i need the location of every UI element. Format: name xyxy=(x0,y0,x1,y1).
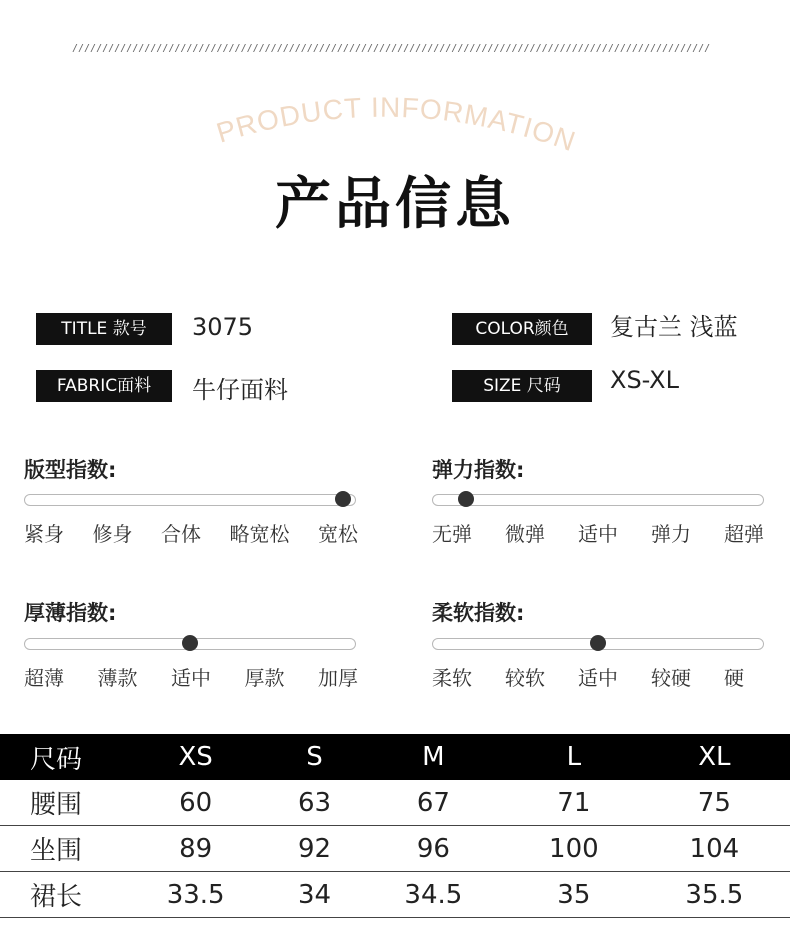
table-cell: 33.5 xyxy=(120,872,271,918)
softness-index-title: 柔软指数: xyxy=(432,601,525,625)
softness-option: 适中 xyxy=(578,666,618,690)
fit-index-options xyxy=(24,518,358,547)
table-cell: 75 xyxy=(639,780,790,826)
table-cell: 34 xyxy=(271,872,357,918)
page-title: 产品信息 xyxy=(275,172,515,237)
table-cell: 104 xyxy=(639,826,790,872)
table-row xyxy=(0,872,790,918)
table-cell: 92 xyxy=(271,826,357,872)
size-value: XS-XL xyxy=(610,366,679,394)
table-cell: 67 xyxy=(358,780,509,826)
color-label: COLOR颜色 xyxy=(452,313,592,345)
table-cell: 腰围 xyxy=(0,780,120,826)
stretch-index-slider xyxy=(432,494,764,506)
thickness-index-knob xyxy=(182,635,198,651)
fit-option: 宽松 xyxy=(318,522,358,546)
size-chart-header-cell: 尺码 xyxy=(0,734,120,780)
size-label: SIZE 尺码 xyxy=(452,370,592,402)
stretch-option: 微弹 xyxy=(505,522,545,546)
title-value: 3075 xyxy=(192,313,254,341)
stretch-option: 弹力 xyxy=(651,522,691,546)
fit-option: 合体 xyxy=(161,522,201,546)
table-cell: 71 xyxy=(509,780,639,826)
fit-option: 略宽松 xyxy=(229,522,290,546)
table-cell: 34.5 xyxy=(358,872,509,918)
size-chart-header-row xyxy=(0,734,790,780)
thickness-index-title: 厚薄指数: xyxy=(24,601,117,625)
stretch-index-options xyxy=(432,518,764,547)
fit-index-slider xyxy=(24,494,356,506)
thickness-option: 适中 xyxy=(171,666,211,690)
table-row xyxy=(0,780,790,826)
table-cell: 裙长 xyxy=(0,872,120,918)
thickness-index-slider xyxy=(24,638,356,650)
softness-option: 较软 xyxy=(505,666,545,690)
size-chart-header-cell: L xyxy=(509,734,639,780)
softness-index-options xyxy=(432,662,744,691)
table-cell: 35 xyxy=(509,872,639,918)
table-cell: 60 xyxy=(120,780,271,826)
thickness-option: 厚款 xyxy=(244,666,285,690)
title-label: TITLE 款号 xyxy=(36,313,172,345)
table-cell: 96 xyxy=(358,826,509,872)
thickness-index-options xyxy=(24,662,358,691)
softness-option: 硬 xyxy=(724,666,744,690)
table-cell: 100 xyxy=(509,826,639,872)
thickness-option: 薄款 xyxy=(97,666,138,690)
stretch-option: 超弹 xyxy=(724,522,764,546)
size-chart-header-cell: XL xyxy=(639,734,790,780)
softness-option: 较硬 xyxy=(651,666,691,690)
stretch-option: 无弹 xyxy=(432,522,472,546)
svg-text:PRODUCT INFORMATION xyxy=(213,92,580,158)
decorative-divider: ////////////////////////////////////////////////////////////////////////////////////////////////////////// xyxy=(72,44,711,54)
stretch-option: 适中 xyxy=(578,522,618,546)
english-subtitle xyxy=(210,85,590,165)
size-chart-table xyxy=(0,734,790,918)
fit-index-title: 版型指数: xyxy=(24,458,117,482)
stretch-index-title: 弹力指数: xyxy=(432,458,525,482)
fit-index-knob xyxy=(335,491,351,507)
table-cell: 89 xyxy=(120,826,271,872)
softness-index-knob xyxy=(590,635,606,651)
table-cell: 坐围 xyxy=(0,826,120,872)
table-cell: 63 xyxy=(271,780,357,826)
color-value: 复古兰 浅蓝 xyxy=(610,313,738,341)
fabric-value: 牛仔面料 xyxy=(192,376,288,404)
size-chart-header-cell: S xyxy=(271,734,357,780)
table-row xyxy=(0,826,790,872)
softness-index-slider xyxy=(432,638,764,650)
thickness-option: 加厚 xyxy=(318,666,358,690)
fit-option: 修身 xyxy=(92,522,133,546)
thickness-option: 超薄 xyxy=(24,666,64,690)
fit-option: 紧身 xyxy=(24,522,64,546)
stretch-index-knob xyxy=(458,491,474,507)
size-chart-header-cell: XS xyxy=(120,734,271,780)
table-cell: 35.5 xyxy=(639,872,790,918)
fabric-label: FABRIC面料 xyxy=(36,370,172,402)
size-chart-header-cell: M xyxy=(358,734,509,780)
softness-option: 柔软 xyxy=(432,666,472,690)
english-subtitle-text: PRODUCT INFORMATION xyxy=(212,91,581,158)
